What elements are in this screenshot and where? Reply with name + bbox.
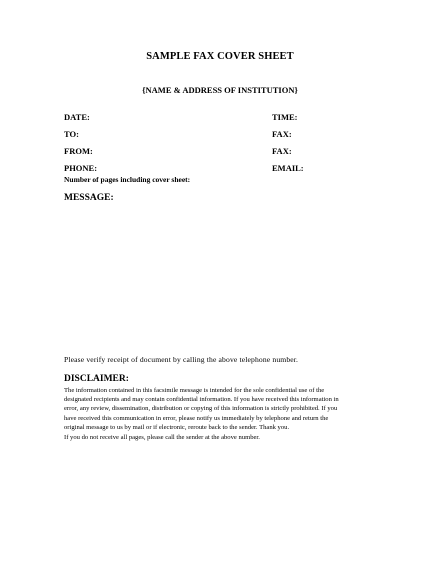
disclaimer-line: original message to us by mail or if electronic, reroute back to the sender. Thank you. xyxy=(64,423,290,431)
disclaimer-line: The information contained in this facsimile message is intended for the sole confidential use of the xyxy=(64,387,325,394)
to-label: TO: xyxy=(64,129,79,139)
fax-label-to: FAX: xyxy=(272,129,292,139)
from-label: FROM: xyxy=(64,146,93,156)
disclaimer-line: error, any review, dissemination, distribution or copying of this information is strictly prohibited. If you xyxy=(64,405,338,413)
disclaimer-line: If you do not receive all pages, please call the sender at the above number. xyxy=(64,434,260,442)
disclaimer-line: have received this communication in error, please notify us immediately by telephone and return the xyxy=(64,414,329,422)
verify-receipt-text: Please verify receipt of document by calling the above telephone number. xyxy=(64,355,299,364)
disclaimer-line: designated recipients and may contain confidential information. If you have received this information in xyxy=(64,396,339,404)
time-label: TIME: xyxy=(272,112,298,122)
pages-count-label: Number of pages including cover sheet: xyxy=(64,175,191,184)
date-label: DATE: xyxy=(64,112,90,122)
email-label: EMAIL: xyxy=(272,163,304,173)
phone-label: PHONE: xyxy=(64,163,98,173)
fax-label-from: FAX: xyxy=(272,146,292,156)
document-title: SAMPLE FAX COVER SHEET xyxy=(146,51,294,62)
message-label: MESSAGE: xyxy=(64,193,114,203)
institution-placeholder: {NAME & ADDRESS OF INSTITUTION} xyxy=(142,85,298,95)
disclaimer-heading: DISCLAIMER: xyxy=(64,374,129,384)
disclaimer-body xyxy=(64,386,404,442)
